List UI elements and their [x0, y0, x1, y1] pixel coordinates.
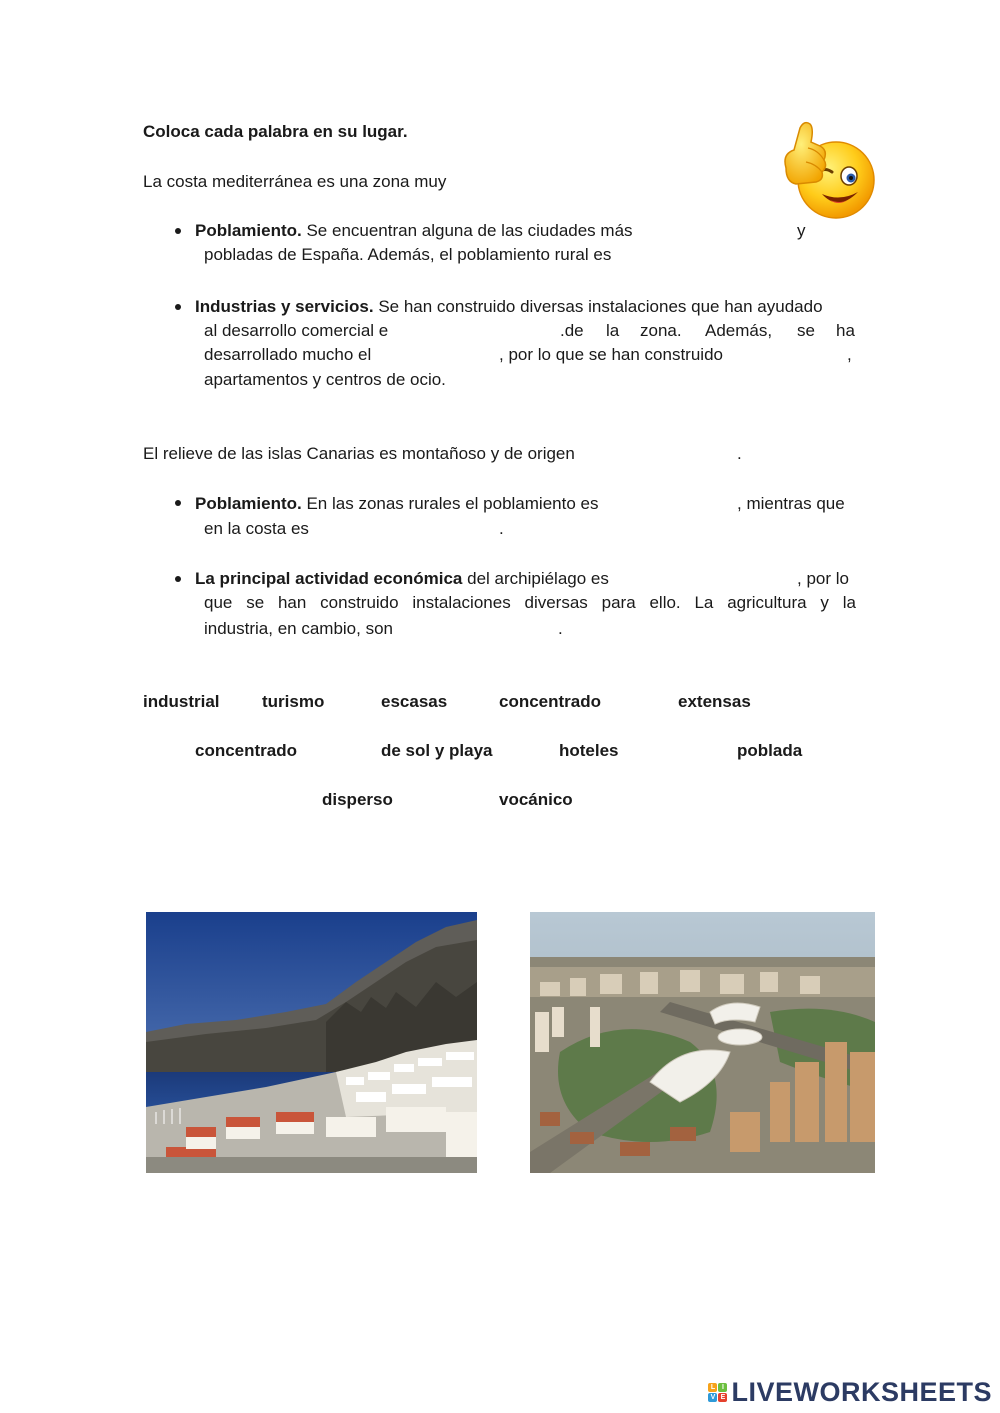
word-bank-item[interactable]: poblada [737, 741, 803, 760]
s2-bullet1-line2: en la costa es [204, 519, 309, 538]
word-bank-item[interactable]: hoteles [559, 741, 619, 760]
blank-field[interactable] [413, 617, 555, 641]
s2-line2-word: diversas [524, 593, 588, 612]
thumbs-up-wink-emoji-icon [778, 118, 878, 222]
word-bank-item[interactable]: turismo [262, 692, 325, 711]
s2-line2-word: ello. [649, 593, 681, 612]
s1-bullet2-line3c: , [847, 345, 852, 364]
blank-field[interactable] [408, 319, 556, 343]
s2-line2-word: La [694, 593, 714, 612]
s2-bullet2-line3: industria, en cambio, son [204, 619, 393, 638]
section1-intro: La costa mediterránea es una zona muy [143, 172, 447, 191]
blank-field[interactable] [645, 243, 845, 267]
s1-bullet2-line3a: desarrollado mucho el [204, 345, 372, 364]
word-bank-item[interactable]: disperso [322, 790, 393, 809]
word-bank-item[interactable]: de sol y playa [381, 741, 493, 760]
bullet-marker [175, 576, 181, 582]
s1-line2-word: zona. [640, 321, 682, 340]
blank-field[interactable] [628, 492, 734, 516]
s1-bullet1-line2: pobladas de España. Además, el poblamiento rural es [204, 245, 612, 264]
s2-line2-word: que [204, 593, 233, 612]
s2-bullet1-line2-tail: . [499, 519, 504, 538]
word-bank-item[interactable]: extensas [678, 692, 751, 711]
blank-field[interactable] [748, 343, 842, 367]
s1-bullet1-text: Se encuentran alguna de las ciudades más [306, 221, 633, 240]
logo-mark-letter: I [718, 1383, 727, 1392]
s2-bullet2-tail: , por lo [797, 569, 849, 588]
s2-line2-word: instalaciones [412, 593, 511, 612]
blank-field[interactable] [660, 219, 790, 243]
bullet-marker [175, 228, 181, 234]
s1-line2-word: .de [560, 321, 584, 340]
s1-bullet2-line3b: , por lo que se han construido [499, 345, 723, 364]
blank-field[interactable] [392, 343, 496, 367]
liveworksheets-mark-icon [708, 1383, 727, 1402]
s1-line2-word: Además, [705, 321, 773, 340]
s1-line2-word: la [606, 321, 620, 340]
blank-field[interactable] [628, 567, 792, 591]
logo-mark-letter: E [718, 1393, 727, 1402]
canary-islands-photo [146, 912, 477, 1173]
s2-bullet2-title: La principal actividad económica [195, 569, 463, 588]
s2-line2-word: para [601, 593, 636, 612]
s1-bullet1-title: Poblamiento. [195, 221, 302, 240]
s1-line2-word: ha [836, 321, 855, 340]
s1-bullet1-line1 [195, 219, 633, 243]
s2-line2-word: se [246, 593, 265, 612]
liveworksheets-logo [708, 1377, 992, 1407]
s2-bullet2-line3-tail: . [558, 619, 563, 638]
s2-bullet1-tail: , mientras que [737, 494, 845, 513]
word-bank-item[interactable]: concentrado [195, 741, 298, 760]
s2-line2-word: y [820, 593, 829, 612]
s2-bullet2-line2 [204, 591, 856, 615]
word-bank-item[interactable]: industrial [143, 692, 220, 711]
mediterranean-city-photo [530, 912, 875, 1173]
word-bank-item[interactable]: concentrado [499, 692, 602, 711]
bullet-marker [175, 304, 181, 310]
s2-line2-word: la [842, 593, 856, 612]
s1-bullet2-title: Industrias y servicios. [195, 297, 374, 316]
word-bank-item[interactable]: vocánico [499, 790, 573, 809]
s2-line2-word: han [277, 593, 307, 612]
s2-line2-word: construido [320, 593, 399, 612]
logo-mark-letter: L [708, 1383, 717, 1392]
s1-line2-word: se [797, 321, 815, 340]
word-bank-item[interactable]: escasas [381, 692, 448, 711]
s1-bullet2-line1 [195, 295, 856, 319]
liveworksheets-logo-text: LIVEWORKSHEETS [731, 1377, 992, 1407]
s2-bullet1-line1 [195, 492, 598, 516]
s2-bullet1-title: Poblamiento. [195, 494, 302, 513]
s2-bullet2-line1 [195, 567, 609, 591]
bullet-marker [175, 500, 181, 506]
s1-bullet2-line2a: al desarrollo comercial e [204, 321, 389, 340]
s2-bullet1-text: En las zonas rurales el poblamiento es [306, 494, 599, 513]
worksheet-instruction: Coloca cada palabra en su lugar. [143, 122, 408, 141]
blank-field[interactable] [604, 442, 734, 466]
logo-mark-letter: V [708, 1393, 717, 1402]
s2-line2-word: agricultura [727, 593, 807, 612]
s1-bullet1-tail: y [797, 221, 806, 240]
section2-intro: El relieve de las islas Canarias es montañoso y de origen [143, 444, 575, 463]
blank-field[interactable] [318, 517, 494, 541]
section2-intro-tail: . [737, 444, 742, 463]
s1-bullet2-text: Se han construido diversas instalaciones que han ayudado [378, 297, 823, 316]
s1-bullet2-line4: apartamentos y centros de ocio. [204, 370, 446, 389]
s2-bullet2-text: del archipiélago es [467, 569, 609, 588]
